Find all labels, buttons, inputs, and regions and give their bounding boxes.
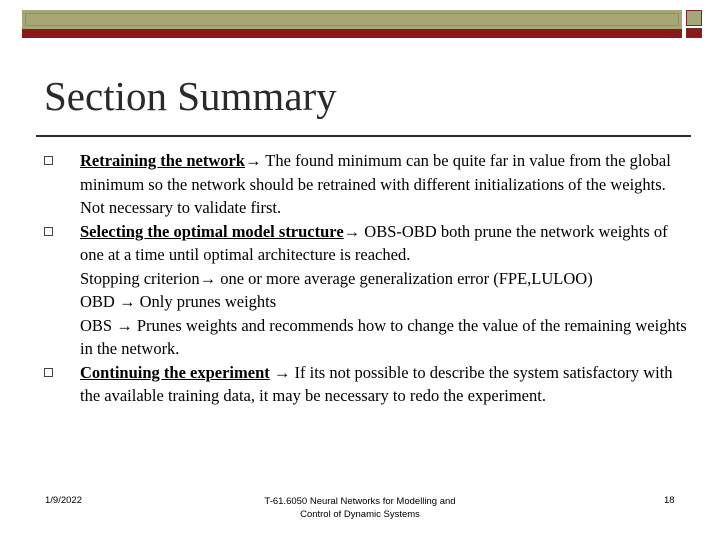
square-bullet-icon <box>44 227 53 236</box>
subline-lead: OBD <box>80 292 119 311</box>
arrow-icon: → <box>269 362 291 382</box>
header-band-inner <box>25 13 679 26</box>
slide-content <box>40 149 690 408</box>
arrow-icon: → <box>343 221 361 241</box>
header-band <box>22 10 682 29</box>
subline-text: Prunes weights and recommends how to change the value of the remaining weights in the network. <box>80 315 687 358</box>
bullet-heading: Selecting the optimal model structure <box>80 221 344 241</box>
bullet-subline <box>40 314 690 361</box>
bullet-item <box>40 361 690 408</box>
corner-square-top <box>686 10 702 26</box>
footer-course-line: Control of Dynamic Systems <box>300 509 420 520</box>
title-divider <box>36 135 691 137</box>
slide-title: Section Summary <box>44 73 337 119</box>
subline-lead: Stopping criterion <box>80 268 200 288</box>
arrow-icon: → <box>118 292 136 311</box>
corner-squares <box>686 10 704 38</box>
bullet-subline <box>40 267 690 291</box>
arrow-icon: → <box>116 315 133 335</box>
subline-text: Only prunes weights <box>135 292 277 311</box>
corner-square-bottom <box>686 28 702 38</box>
footer-date: 1/9/2022 <box>45 495 82 506</box>
bullet-text: The found minimum can be quite far in value from the global minimum so the network should be retrained with different initializations of the weights. Not necessary to validate first. <box>80 151 671 217</box>
header-bar <box>22 10 682 38</box>
bullet-subline <box>40 290 690 314</box>
arrow-icon: → <box>199 268 217 288</box>
bullet-heading: Continuing the experiment <box>80 362 270 382</box>
page-number: 18 <box>664 495 675 506</box>
bullet-text: If its not possible to describe the system satisfactory with the available training data, it may be necessary to redo the experiment. <box>80 362 673 405</box>
footer-course-line: T-61.6050 Neural Networks for Modelling and <box>264 496 456 507</box>
subline-lead: OBS <box>80 315 117 335</box>
subline-text: one or more average generalization error (FPE,LULOO) <box>216 268 593 288</box>
bullet-item <box>40 149 690 220</box>
footer-course <box>230 495 490 521</box>
square-bullet-icon <box>44 368 53 377</box>
arrow-icon: → <box>244 151 262 170</box>
bullet-heading: Retraining the network <box>80 151 245 170</box>
bullet-item <box>40 220 690 267</box>
square-bullet-icon <box>44 156 53 165</box>
bullet-text: OBS-OBD both prune the network weights of one at a time until optimal architecture is reached. <box>80 221 668 264</box>
